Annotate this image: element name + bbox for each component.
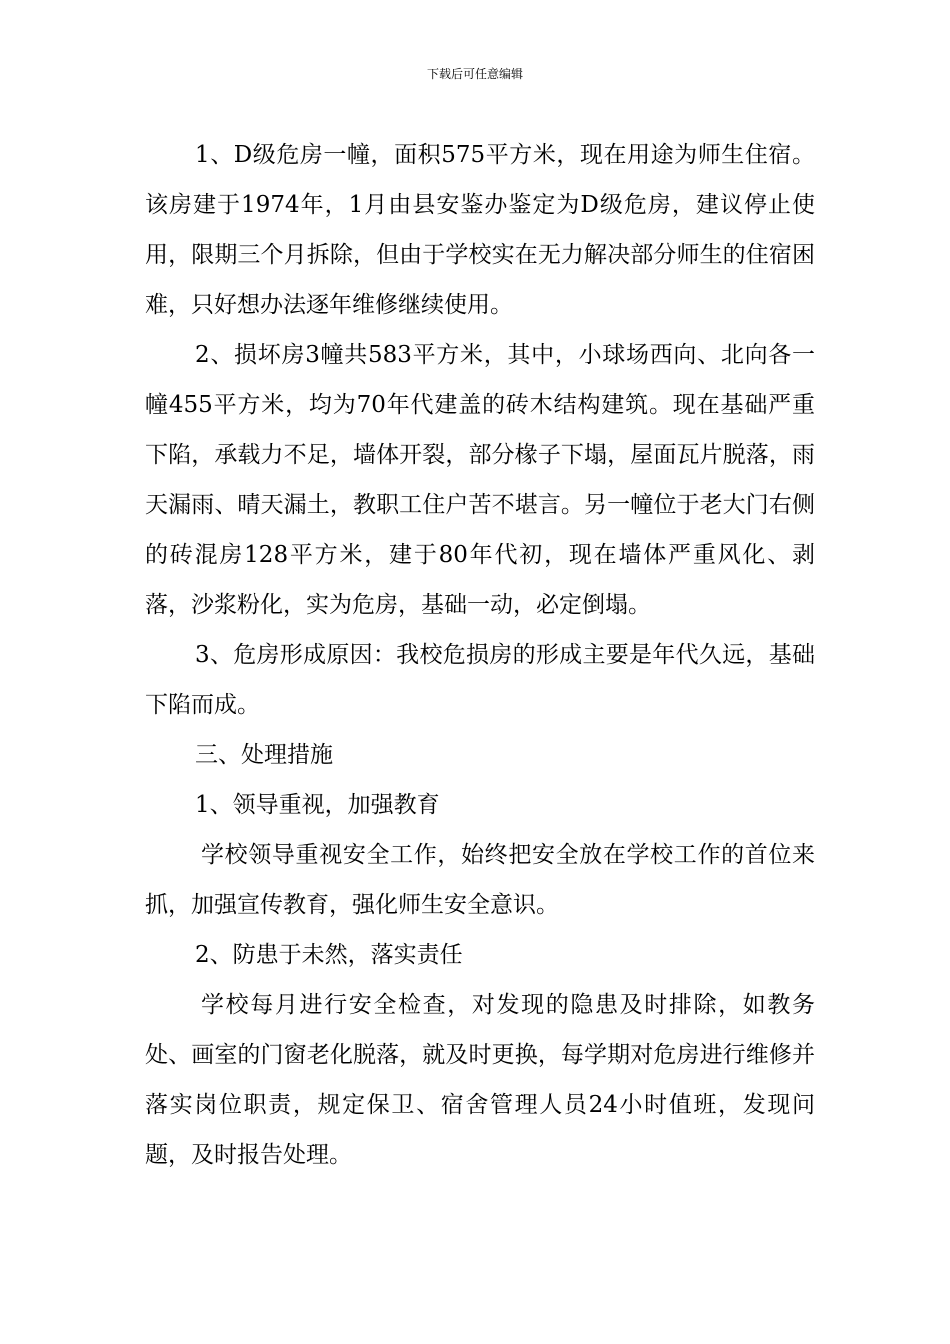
section-heading-measures: 三、处理措施 (195, 742, 333, 768)
paragraph-prevention: 学校每月进行安全检查，对发现的隐患及时排除，如教务处、画室的门窗老化脱落，就及时更换，每学期对危房进行维修并落实岗位职责，规定保卫、宿舍管理人员24小时值班，发现问题，及时报告处理。 (145, 992, 815, 1168)
paragraph-cause-of-danger: 3、危房形成原因：我校危损房的形成主要是年代久远，基础下陷而成。 (145, 642, 815, 718)
document-body (145, 130, 815, 1180)
paragraph-d-level-dangerous-building: 1、D级危房一幢，面积575平方米，现在用途为师生住宿。该房建于1974年，1月由县安鉴办鉴定为D级危房，建议停止使用，限期三个月拆除，但由于学校实在无力解决部分师生的住宿困难，只好想办法逐年维修继续使用。 (145, 142, 815, 318)
paragraph-damaged-buildings: 2、损坏房3幢共583平方米，其中，小球场西向、北向各一幢455平方米，均为70年代建盖的砖木结构建筑。现在基础严重下陷，承载力不足，墙体开裂，部分椽子下塌，屋面瓦片脱落，雨天漏雨、晴天漏土，教职工住户苦不堪言。另一幢位于老大门右侧的砖混房128平方米，建于80年代初，现在墙体严重风化、剥落，沙浆粉化，实为危房，基础一动，必定倒塌。 (145, 342, 815, 618)
page-header-note: 下载后可任意编辑 (426, 67, 523, 81)
subheading-leadership: 1、领导重视，加强教育 (195, 792, 440, 818)
paragraph-leadership: 学校领导重视安全工作，始终把安全放在学校工作的首位来抓，加强宣传教育，强化师生安全意识。 (145, 842, 815, 918)
subheading-prevention: 2、防患于未然，落实责任 (195, 942, 463, 968)
